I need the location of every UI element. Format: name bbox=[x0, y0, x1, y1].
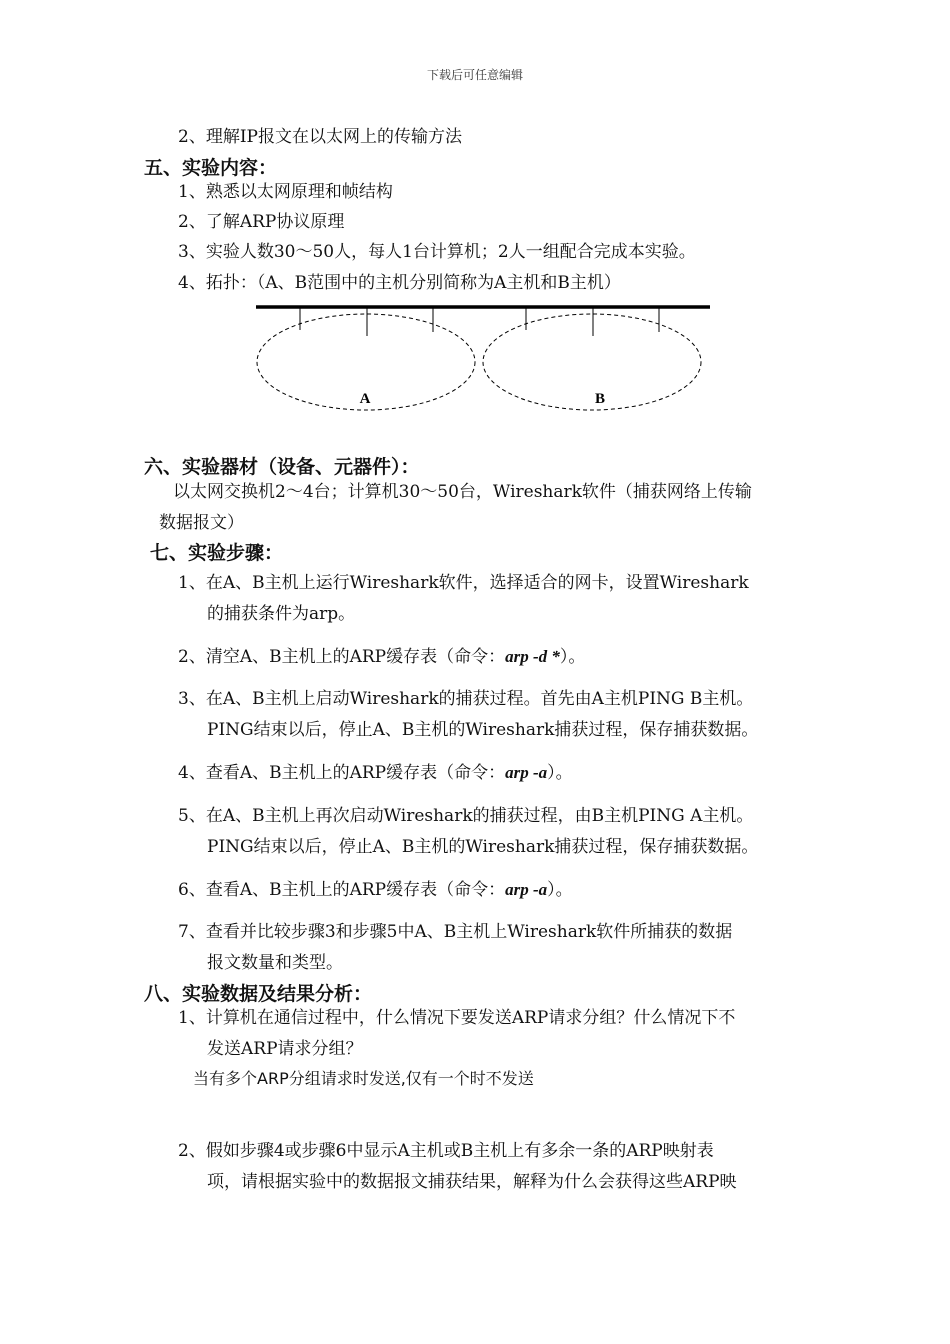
step-6 bbox=[178, 879, 573, 901]
answer-1: 当有多个ARP分组请求时发送,仅有一个时不发送 bbox=[193, 1069, 534, 1088]
step-1-line-2: 的捕获条件为arp。 bbox=[207, 604, 356, 624]
step-7-line-1: 7、查看并比较步骤3和步骤5中A、B主机上Wireshark软件所捕获的数据 bbox=[178, 922, 733, 942]
section-8-heading: 八、实验数据及结果分析： bbox=[144, 983, 373, 1005]
question-2-line-1: 2、假如步骤4或步骤6中显示A主机或B主机上有多余一条的ARP映射表 bbox=[178, 1141, 714, 1161]
step-1-line-1: 1、在A、B主机上运行Wireshark软件，选择适合的网卡，设置Wireshark bbox=[178, 573, 749, 593]
section-5-item-4: 4、拓扑：（A、B范围中的主机分别简称为A主机和B主机） bbox=[178, 273, 621, 293]
topology-diagram bbox=[250, 298, 720, 416]
section-6-heading: 六、实验器材（设备、元器件）： bbox=[144, 456, 420, 478]
range-b-ellipse bbox=[483, 314, 701, 410]
step-2-text: 2、清空A、B主机上的ARP缓存表（命令： bbox=[178, 647, 506, 667]
step-7-line-2: 报文数量和类型。 bbox=[207, 953, 343, 973]
step-4 bbox=[178, 762, 573, 784]
step-2-command: arp -d * bbox=[505, 647, 560, 666]
section-7-heading: 七、实验步骤： bbox=[150, 542, 284, 564]
step-6-text: 6、查看A、B主机上的ARP缓存表（命令： bbox=[178, 880, 506, 900]
step-6-end: ）。 bbox=[547, 880, 573, 900]
step-2-end: ）。 bbox=[559, 647, 586, 667]
step-4-text: 4、查看A、B主机上的ARP缓存表（命令： bbox=[178, 763, 506, 783]
page-header: 下载后可任意编辑 bbox=[426, 68, 523, 82]
section-6-line-1: 以太网交换机2～4台；计算机30～50台，Wireshark软件（捕获网络上传输 bbox=[173, 482, 752, 502]
step-6-command: arp -a bbox=[505, 880, 548, 899]
section-5-item-1: 1、熟悉以太网原理和帧结构 bbox=[178, 182, 393, 202]
step-2 bbox=[178, 646, 585, 668]
question-1-line-1: 1、计算机在通信过程中，什么情况下要发送ARP请求分组？什么情况下不 bbox=[178, 1008, 736, 1028]
section-5-item-2: 2、了解ARP协议原理 bbox=[178, 212, 345, 232]
step-3-line-1: 3、在A、B主机上启动Wireshark的捕获过程。首先由A主机PING B主机。 bbox=[178, 689, 754, 709]
step-4-end: ）。 bbox=[547, 763, 573, 783]
question-1-line-2: 发送ARP请求分组？ bbox=[207, 1039, 363, 1059]
step-4-command: arp -a bbox=[505, 763, 548, 782]
range-b-label: B bbox=[594, 391, 606, 407]
section-5-heading: 五、实验内容： bbox=[144, 157, 278, 179]
intro-item: 2、理解IP报文在以太网上的传输方法 bbox=[178, 127, 462, 147]
section-6-line-2: 数据报文） bbox=[159, 513, 244, 533]
section-5-item-3: 3、实验人数30～50人，每人1台计算机；2人一组配合完成本实验。 bbox=[178, 242, 696, 262]
range-a-label: A bbox=[359, 391, 371, 407]
step-5-line-2: PING结束以后，停止A、B主机的Wireshark捕获过程，保存捕获数据。 bbox=[207, 837, 759, 857]
step-5-line-1: 5、在A、B主机上再次启动Wireshark的捕获过程，由B主机PING A主机。 bbox=[178, 806, 754, 826]
question-2-line-2: 项，请根据实验中的数据报文捕获结果，解释为什么会获得这些ARP映 bbox=[207, 1172, 737, 1192]
step-3-line-2: PING结束以后，停止A、B主机的Wireshark捕获过程，保存捕获数据。 bbox=[207, 720, 759, 740]
